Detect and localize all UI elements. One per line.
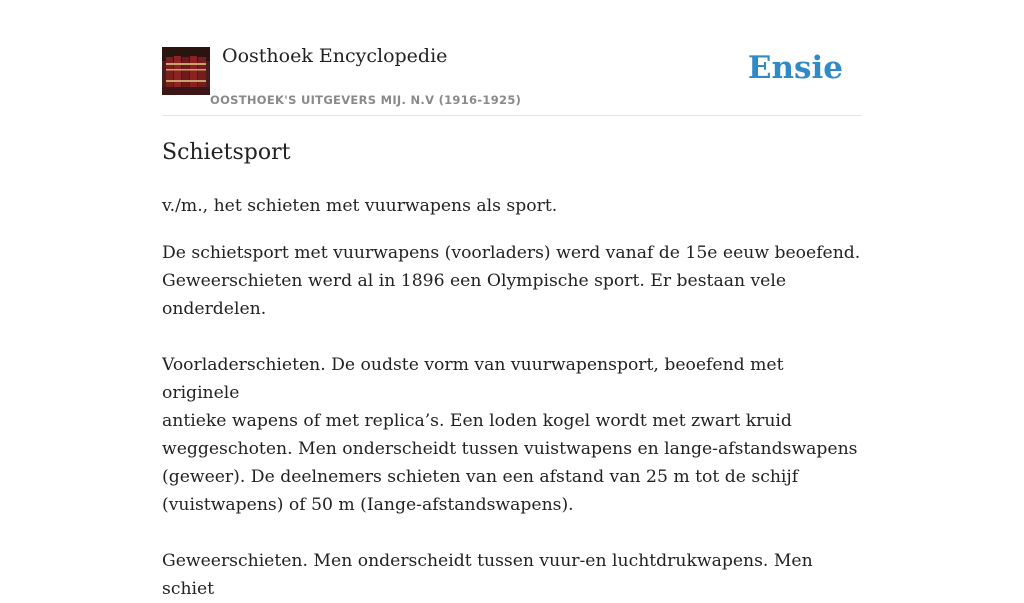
ensie-logo-link[interactable]: Ensie	[747, 50, 843, 86]
books-image-icon	[162, 47, 210, 95]
source-header	[162, 0, 862, 116]
source-subtitle: OOSTHOEK'S UITGEVERS MIJ. N.V (1916-1925)	[210, 93, 522, 107]
article-definition: v./m., het schieten met vuurwapens als sport.	[162, 196, 558, 216]
content-container	[162, 0, 862, 599]
article-body: De schietsport met vuurwapens (voorladers) werd vanaf de 15e eeuw beoefend. Geweerschieten werd al in 1896 een Olympische sport. Er bestaan vele onderdelen. Voorladerschieten. De oudste vorm van vuurwapensport, beoefend met originele antieke wapens of met replica’s. Een loden kogel wordt met zwart kruid weggeschoten. Men onderscheidt tussen vuistwapens en lange-afstandswapens (geweer). De deelnemers schieten van een afstand van 25 m tot de schijf (vuistwapens) of 50 m (Iange-afstandswapens). Geweerschieten. Men onderscheidt tussen vuur-en luchtdrukwapens. Men schiet	[162, 243, 861, 599]
article-title: Schietsport	[162, 140, 291, 165]
source-title[interactable]: Oosthoek Encyclopedie	[222, 45, 448, 67]
source-avatar[interactable]	[162, 47, 210, 95]
